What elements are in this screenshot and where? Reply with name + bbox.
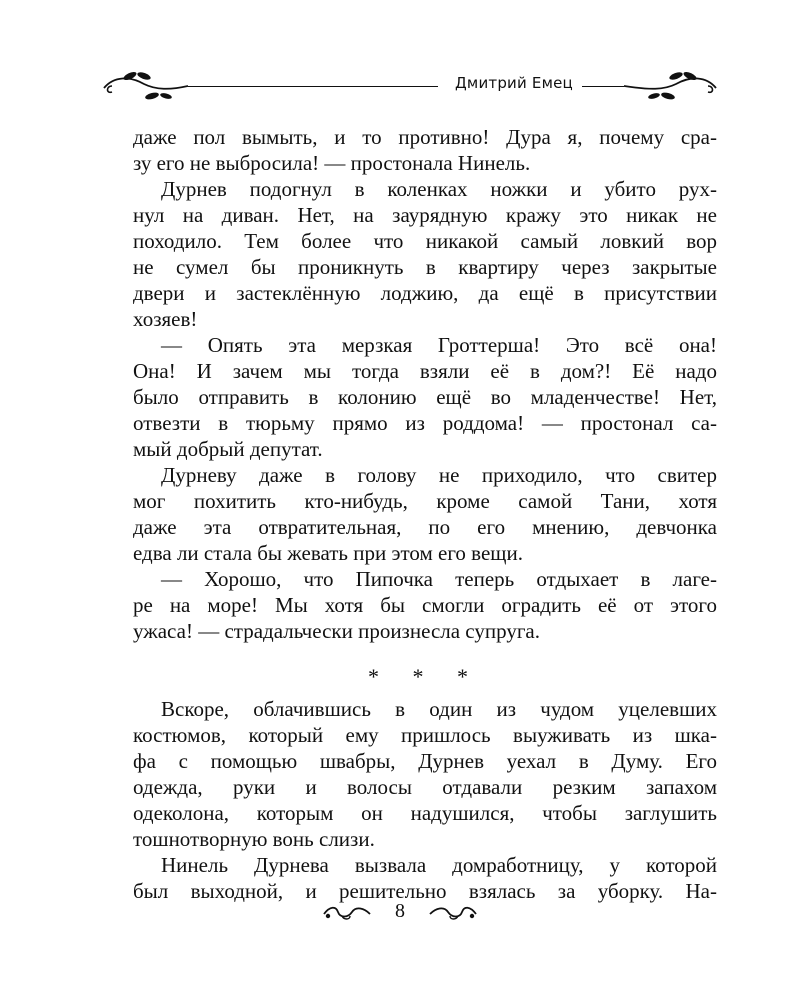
paragraph — [133, 124, 717, 176]
text-line: одежда, руки и волосы отдавали резким запахом — [133, 775, 717, 799]
text-line: Нинель Дурнева вызвала домработницу, у которой — [161, 853, 717, 877]
text-line: отвезти в тюрьму прямо из роддома! — простонал са- — [133, 411, 717, 435]
text-line: был выходной, и решительно взялась за уборку. На- — [133, 879, 717, 903]
page-body — [133, 124, 717, 904]
text-line: даже эта отвратительная, по его мнению, девчонка — [133, 515, 717, 539]
text-line: ужаса! — страдальчески произнесла супруга. — [133, 619, 540, 643]
text-line: Вскоре, облачившись в один из чудом уцелевших — [161, 697, 717, 721]
leaf-swirl-icon — [624, 68, 720, 104]
text-line: фа с помощью швабры, Дурнев уехал в Думу. Его — [133, 749, 717, 773]
page-number: 8 — [395, 900, 405, 922]
text-line: — Опять эта мерзкая Гроттерша! Это всё она! — [161, 333, 717, 357]
text-line: одеколона, которым он надушился, чтобы заглушить — [133, 801, 717, 825]
paragraph — [133, 462, 717, 566]
text-line: — Хорошо, что Пипочка теперь отдыхает в лаге- — [161, 567, 717, 591]
text-line: Дурневу даже в голову не приходило, что свитер — [161, 463, 717, 487]
text-line: Она! И зачем мы тогда взяли её в дом?! Её надо — [133, 359, 717, 383]
text-line: тошнотворную вонь слизи. — [133, 827, 375, 851]
text-line: зу его не выбросила! — простонала Нинель. — [133, 151, 531, 175]
text-line: даже пол вымыть, и то противно! Дура я, почему сра- — [133, 125, 717, 149]
text-line: походило. Тем более что никакой самый ловкий вор — [133, 229, 717, 253]
text-line: двери и застеклённую лоджию, да ещё в присутствии — [133, 281, 717, 305]
text-line: мог похитить кто-нибудь, кроме самой Тани, хотя — [133, 489, 717, 513]
text-line: костюмов, который ему пришлось выуживать из шка- — [133, 723, 717, 747]
text-line: не сумел бы проникнуть в квартиру через закрытые — [133, 255, 717, 279]
header-rule-left — [188, 86, 438, 87]
scroll-flourish-icon — [428, 902, 478, 924]
text-line: Дурнев подогнул в коленках ножки и убито рух- — [161, 177, 717, 201]
paragraph — [133, 566, 717, 644]
scroll-flourish-icon — [322, 902, 372, 924]
text-line: нул на диван. Нет, на заурядную кражу это никак не — [133, 203, 717, 227]
text-line: хозяев! — [133, 307, 198, 331]
paragraph — [133, 176, 717, 332]
author-name: Дмитрий Емец — [455, 74, 573, 92]
paragraph — [133, 852, 717, 904]
paragraph — [133, 696, 717, 852]
running-header — [100, 68, 720, 104]
page-footer — [0, 898, 800, 928]
text-line: мый добрый депутат. — [133, 437, 323, 461]
section-separator: * * * — [368, 664, 482, 689]
paragraph — [133, 332, 717, 462]
text-line: ре на море! Мы хотя бы смогли оградить её от этого — [133, 593, 717, 617]
header-rule-right — [582, 86, 624, 87]
text-line: было отправить в колонию ещё во младенчестве! Нет, — [133, 385, 717, 409]
leaf-swirl-icon — [100, 68, 188, 104]
text-line: едва ли стала бы жевать при этом его вещи. — [133, 541, 523, 565]
